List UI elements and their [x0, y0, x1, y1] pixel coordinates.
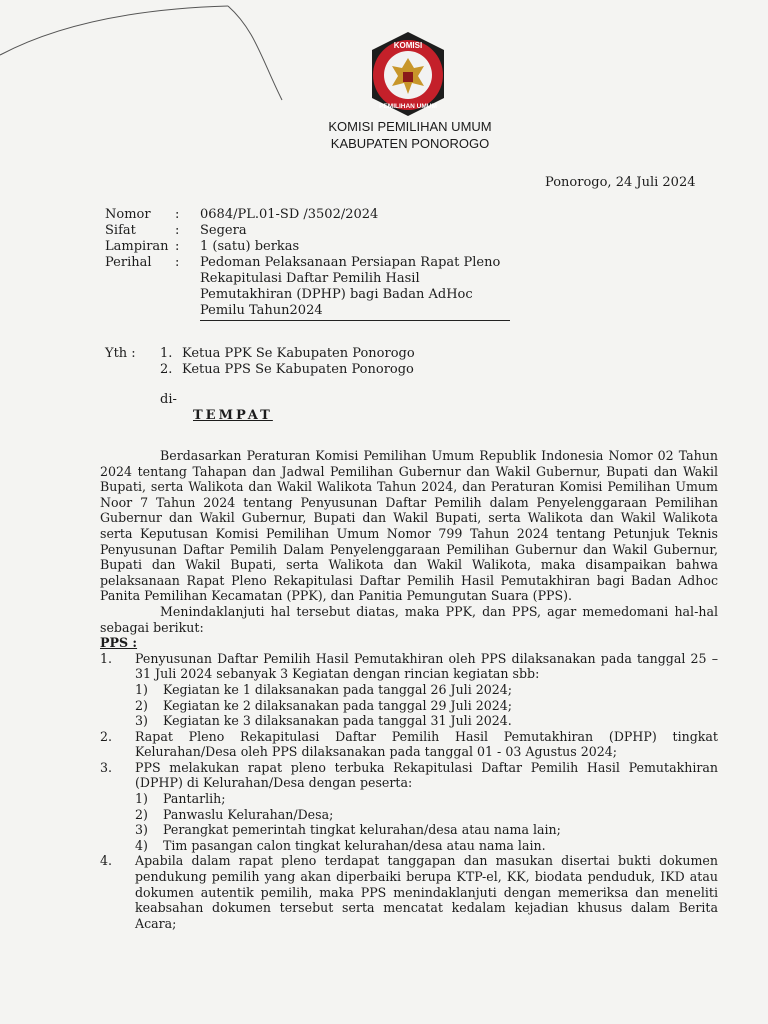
sub-item-number: 1) [135, 681, 148, 697]
meta-row-nomor [105, 207, 510, 223]
recipient-num: 1. [160, 346, 173, 361]
sub-item-text: Pantarlih; [163, 791, 226, 807]
recipient-row [105, 346, 415, 362]
meta-label: Lampiran [105, 239, 169, 254]
logo-top-text: KOMISI [393, 41, 423, 50]
recipient-num: 2. [160, 362, 173, 377]
sub-item-text: Perangkat pemerintah tingkat kelurahan/desa atau nama lain; [163, 822, 561, 838]
list-item [100, 651, 718, 682]
sub-item [135, 713, 718, 729]
item-text: Apabila dalam rapat pleno terdapat tanggapan dan masukan disertai bukti dokumen pendukung pemilih yang akan diperbaiki berupa KTP-el, KK, biodata penduduk, IKD atau dokumen autentik pemilih, maka PPS menindaklanjuti dengan memeriksa dan meneliti keabsahan dokumen tersebut serta mencatat kedalam kejadian khusus dalam Berita Acara; [135, 853, 718, 931]
recipients-label: Yth : [105, 346, 136, 361]
meta-value: Pedoman Pelaksanaan Persiapan Rapat Pleno Rekapitulasi Daftar Pemilih Hasil Pemutakhiran (DPHP) bagi Badan AdHoc Pemilu Tahun2024 [200, 255, 510, 321]
sub-item [135, 682, 718, 698]
item-text: PPS melakukan rapat pleno terbuka Rekapitulasi Daftar Pemilih Hasil Pemutakhiran (DPHP) di Kelurahan/Desa dengan peserta: [135, 759, 718, 791]
meta-row-lampiran [105, 239, 510, 255]
pen-scribble [0, 0, 300, 120]
item-number: 4. [100, 853, 113, 869]
recipients [105, 346, 415, 378]
sub-item-number: 1) [135, 791, 148, 807]
sub-item-number: 3) [135, 713, 148, 729]
sub-item-text: Kegiatan ke 2 dilaksanakan pada tanggal 29 Juli 2024; [163, 697, 513, 713]
sub-item [135, 698, 718, 714]
recipient-text: Ketua PPS Se Kabupaten Ponorogo [182, 362, 414, 377]
sub-item-number: 4) [135, 837, 148, 853]
paragraph: Berdasarkan Peraturan Komisi Pemilihan Umum Republik Indonesia Nomor 02 Tahun 2024 tentang Tahapan dan Jadwal Pemilihan Gubernur dan Wakil Gubernur, Bupati dan Wakil Bupati, serta Walikota dan Wakil Walikota Tahun 2024, dan Peraturan Komisi Pemilihan Umum Noor 7 Tahun 2024 tentang Penyusunan Daftar Pemilih dalam Penyelenggaraan Pemilihan Gubernur dan Wakil Gubernur, Bupati dan Wakil Bupati, serta Walikota dan Wakil Walikota serta Keputusan Komisi Pemilihan Umum Nomor 799 Tahun 2024 tentang Petunjuk Teknis Penyusunan Daftar Pemilih Dalam Penyelenggaraan Pemilihan Gubernur dan Wakil Gubernur, Bupati dan Wakil Bupati, serta Walikota dan Wakil Walikota, maka disampaikan bahwa pelaksanaan Rapat Pleno Rekapitulasi Daftar Pemilih Hasil Pemutakhiran bagi Badan Adhoc Panita Pemilihan Kecamatan (PPK), dan Panitia Pemungutan Suara (PPS). [100, 448, 718, 604]
sub-item-text: Kegiatan ke 3 dilaksanakan pada tanggal 31 Juli 2024. [163, 713, 512, 729]
sub-item [135, 822, 718, 838]
item-number: 2. [100, 728, 113, 744]
meta-colon: : [175, 239, 180, 254]
tempat-label: TEMPAT [193, 408, 273, 423]
item-text: Rapat Pleno Rekapitulasi Daftar Pemilih Hasil Pemutakhiran (DPHP) tingkat Kelurahan/Desa oleh PPS dilaksanakan pada tanggal 01 - 03 Agustus 2024; [135, 728, 718, 760]
sub-item [135, 838, 718, 854]
sub-item-number: 2) [135, 806, 148, 822]
sub-item-number: 3) [135, 822, 148, 838]
org-region: KABUPATEN PONOROGO [330, 136, 490, 151]
letterhead [300, 118, 520, 152]
meta-value: 1 (satu) berkas [200, 239, 300, 254]
section-heading: PPS : [100, 635, 138, 651]
list-item [100, 729, 718, 760]
meta-row-sifat [105, 223, 510, 239]
sub-item [135, 791, 718, 807]
item-number: 1. [100, 650, 113, 666]
kpu-logo [362, 28, 454, 120]
meta-label: Perihal [105, 255, 152, 270]
letter-body [100, 448, 718, 931]
recipient-row [105, 362, 415, 378]
letter-date: Ponorogo, 24 Juli 2024 [545, 175, 696, 190]
sub-item [135, 807, 718, 823]
sub-item-number: 2) [135, 697, 148, 713]
meta-colon: : [175, 207, 180, 222]
meta-colon: : [175, 255, 180, 270]
di-label: di- [160, 392, 177, 407]
recipient-text: Ketua PPK Se Kabupaten Ponorogo [182, 346, 415, 361]
meta-label: Nomor [105, 207, 151, 222]
item-number: 3. [100, 759, 113, 775]
meta-value: Segera [200, 223, 247, 238]
letter-meta [105, 207, 510, 321]
meta-colon: : [175, 223, 180, 238]
paragraph: Menindaklanjuti hal tersebut diatas, maka PPK, dan PPS, agar memedomani hal-hal sebagai berikut: [100, 603, 718, 635]
sub-item-text: Panwaslu Kelurahan/Desa; [163, 806, 334, 822]
item-text: Penyusunan Daftar Pemilih Hasil Pemutakhiran oleh PPS dilaksanakan pada tanggal 25 – 31 Juli 2024 sebanyak 3 Kegiatan dengan rincian kegiatan sbb: [135, 650, 718, 682]
sub-item-text: Kegiatan ke 1 dilaksanakan pada tanggal 26 Juli 2024; [163, 681, 513, 697]
org-name: KOMISI PEMILIHAN UMUM [328, 119, 492, 134]
meta-row-perihal [105, 255, 510, 321]
meta-value: 0684/PL.01-SD /3502/2024 [200, 207, 379, 222]
list-item [100, 760, 718, 791]
logo-bottom-text: PEMILIHAN UMUM [379, 103, 437, 110]
sub-item-text: Tim pasangan calon tingkat kelurahan/desa atau nama lain. [163, 837, 546, 853]
list-item [100, 853, 718, 931]
meta-label: Sifat [105, 223, 136, 238]
